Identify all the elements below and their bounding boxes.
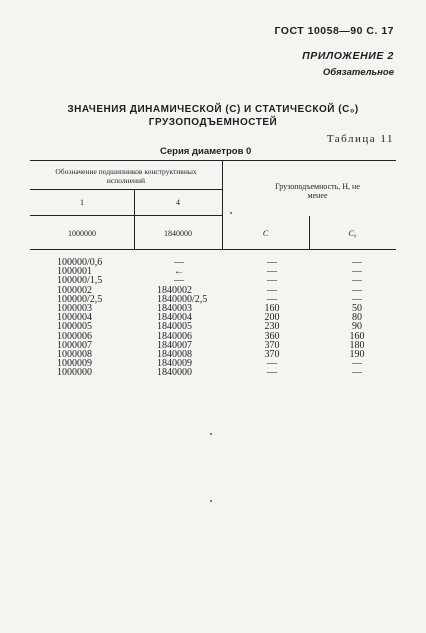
table-cell: 1840004	[157, 312, 192, 324]
column-dynamic-capacity	[259, 258, 285, 377]
table-top-rule	[30, 160, 396, 161]
table-cell: 1840000/2,5	[157, 293, 208, 305]
table-cell: 1000002	[57, 284, 92, 296]
table-cell: 1000003	[57, 302, 92, 314]
table-cell: 1840008	[157, 348, 192, 360]
table-header-designation: Обозначение подшипников конструктивных исполнений	[55, 167, 197, 185]
table-header-rule-2	[30, 215, 222, 216]
table-cell: 100000/2,5	[57, 293, 103, 305]
table-cell: 180	[349, 339, 365, 351]
table-cell: 1840005	[157, 321, 192, 333]
table-cell: —	[267, 358, 277, 370]
table-cell: —	[352, 358, 362, 370]
table-cell: —	[267, 257, 277, 268]
table-cell: —	[352, 266, 362, 278]
scan-speck	[210, 433, 212, 435]
table-cell: 100000/1,5	[57, 275, 103, 287]
table-cell: —	[174, 275, 184, 287]
appendix-label: ПРИЛОЖЕНИЕ 2	[302, 50, 394, 62]
table-cell: 90	[352, 321, 362, 333]
table-cell: 190	[349, 348, 365, 360]
table-cell: 1000009	[57, 358, 92, 370]
table-header-capacity: Грузоподъемность, Н, не менее	[275, 182, 360, 200]
document-title-line-2: ГРУЗОПОДЪЕМНОСТЕЙ	[148, 117, 278, 128]
table-cell: 1000006	[57, 330, 92, 342]
table-cell: 1000000	[57, 367, 92, 379]
table-header-col1-number: 1	[80, 198, 84, 207]
table-cell: —	[174, 257, 184, 268]
table-cell: 160	[264, 302, 280, 314]
document-title-line-1: ЗНАЧЕНИЯ ДИНАМИЧЕСКОЙ (С) И СТАТИЧЕСКОЙ (С₀)	[67, 104, 359, 115]
table-cell: 1840000	[157, 367, 192, 379]
table-cell: 370	[264, 339, 280, 351]
table-cell: 1840006	[157, 330, 192, 342]
table-header-col2-code: 1840000	[164, 229, 192, 238]
table-cell: 230	[264, 321, 280, 333]
table-cell: —	[352, 275, 362, 287]
table-number: Таблица 11	[326, 133, 394, 145]
table-cell: —	[352, 284, 362, 296]
table-cell: —	[352, 367, 362, 379]
column-designation-1	[57, 258, 102, 377]
table-cell: 1000005	[57, 321, 92, 333]
column-static-capacity	[346, 258, 368, 377]
table-cell: 160	[349, 330, 365, 342]
table-cell: 1000004	[57, 312, 92, 324]
table-header-rule-1	[30, 189, 222, 190]
table-cell: 1840007	[157, 339, 192, 351]
table-cell: —	[267, 266, 277, 278]
table-cell: —	[267, 275, 277, 287]
table-header-col1-code: 1000000	[68, 229, 96, 238]
page-header: ГОСТ 10058—90 С. 17	[274, 25, 394, 37]
table-header-col2-number: 4	[176, 198, 180, 207]
column-designation-4	[157, 258, 207, 377]
scan-speck	[210, 500, 212, 502]
table-cell: 80	[352, 312, 362, 324]
appendix-status: Обязательное	[322, 67, 394, 78]
table-cell: 1840002	[157, 284, 192, 296]
table-cell: —	[267, 284, 277, 296]
table-cell: 100000/0,6	[57, 257, 103, 268]
table-cell: —	[267, 293, 277, 305]
table-cell: —	[267, 367, 277, 379]
table-header-bottom-rule	[30, 249, 396, 250]
scan-speck	[230, 212, 232, 214]
table-header-col-c: C	[262, 229, 269, 238]
table-cell: 1840003	[157, 302, 192, 314]
table-cell: 200	[264, 312, 280, 324]
table-cell: ←	[174, 266, 184, 278]
table-cell: —	[352, 293, 362, 305]
table-cell: 360	[264, 330, 280, 342]
table-cell: —	[352, 257, 362, 268]
table-cell: 370	[264, 348, 280, 360]
table-cell: 1840009	[157, 358, 192, 370]
table-header-col-c0: C₀	[348, 229, 357, 238]
table-cell: 1000007	[57, 339, 92, 351]
table-cell: 50	[352, 302, 362, 314]
series-caption: Серия диаметров 0	[160, 146, 252, 157]
table-cell: 1000001	[57, 266, 92, 278]
table-cell: 1000008	[57, 348, 92, 360]
